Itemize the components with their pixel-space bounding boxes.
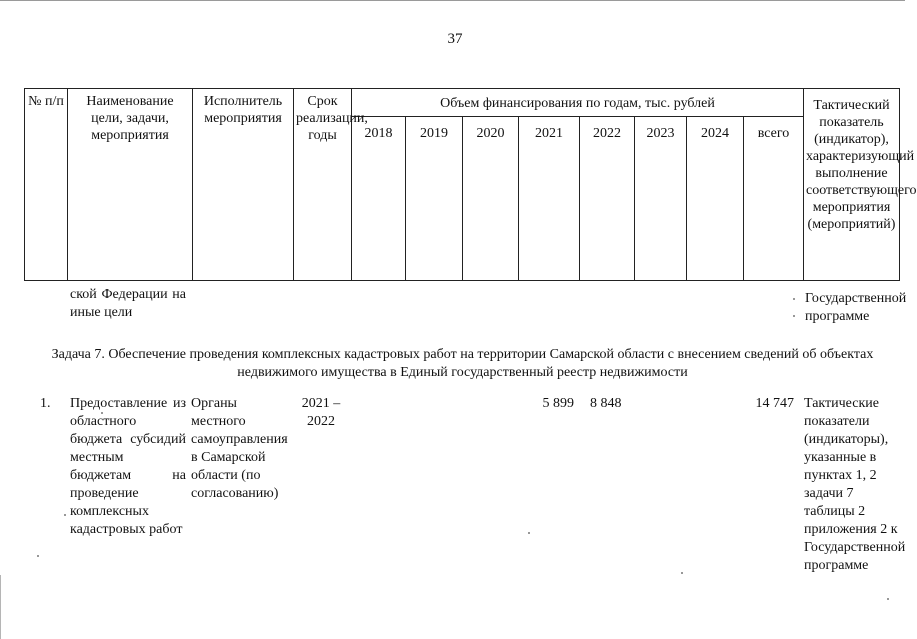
header-funding bbox=[352, 89, 804, 117]
row-2022: 8 848 bbox=[590, 396, 622, 411]
scan-speck bbox=[887, 598, 889, 600]
header-year: 2023 bbox=[635, 117, 687, 281]
scan-speck bbox=[37, 555, 39, 557]
header-year: 2019 bbox=[406, 117, 463, 281]
header-executor-label: Исполнитель мероприятия bbox=[203, 94, 283, 126]
header-year: 2022 bbox=[580, 117, 635, 281]
header-num bbox=[25, 89, 68, 281]
task-heading: Задача 7. Обеспечение проведения комплексных кадастровых работ на территории Самарской области с внесением сведений об объектах недвижимого имущества в Единый государственный реестр недвижимости bbox=[51, 347, 874, 380]
table-header bbox=[24, 88, 917, 281]
header-name bbox=[68, 89, 193, 281]
header-funding-label: Объем финансирования по годам, тыс. рублей bbox=[440, 96, 715, 111]
header-term-label: Срок реализации, годы bbox=[296, 94, 368, 143]
scan-speck bbox=[64, 514, 66, 516]
carryover-name: ской Федерации на иные цели bbox=[70, 287, 186, 320]
scan-speck bbox=[681, 572, 683, 574]
row-name: Предоставление из областного бюджета субсидий местным бюджетам на проведение комплексных кадастровых работ bbox=[70, 396, 186, 537]
scan-speck bbox=[793, 298, 795, 300]
row-indicator: Тактические показатели (индикаторы), указанные в пунктах 1, 2 задачи 7 таблицы 2 приложения 2 к Государственной программе bbox=[804, 396, 906, 573]
header-year: 2024 bbox=[687, 117, 744, 281]
header-executor bbox=[193, 89, 294, 281]
header-year: 2021 bbox=[519, 117, 580, 281]
scan-speck bbox=[793, 315, 795, 317]
header-term bbox=[294, 89, 368, 281]
page-left-border bbox=[0, 575, 1, 639]
header-year-total: всего bbox=[744, 117, 804, 281]
scan-speck bbox=[528, 532, 530, 534]
header-year: 2018 bbox=[352, 117, 406, 281]
row-total: 14 747 bbox=[755, 396, 794, 411]
header-indicator-label: Тактический показатель (индикатор), характеризующий выполнение соответствующего мероприятия (мероприятий) bbox=[806, 98, 917, 232]
row-executor: Органы местного самоуправления в Самарской области (по согласованию) bbox=[191, 396, 288, 501]
page-number: 37 bbox=[447, 31, 463, 47]
header-indicator bbox=[804, 89, 917, 281]
scan-speck bbox=[101, 412, 103, 414]
page-top-border bbox=[0, 0, 905, 1]
header-num-label: № п/п bbox=[28, 94, 64, 109]
header-name-label: Наименование цели, задачи, мероприятия bbox=[86, 94, 174, 143]
carryover-indicator: Государственной программе bbox=[805, 291, 907, 324]
row-num: 1. bbox=[40, 396, 51, 411]
row-term: 2021 – 2022 bbox=[301, 396, 341, 429]
row-2021: 5 899 bbox=[542, 396, 574, 411]
header-year: 2020 bbox=[463, 117, 519, 281]
